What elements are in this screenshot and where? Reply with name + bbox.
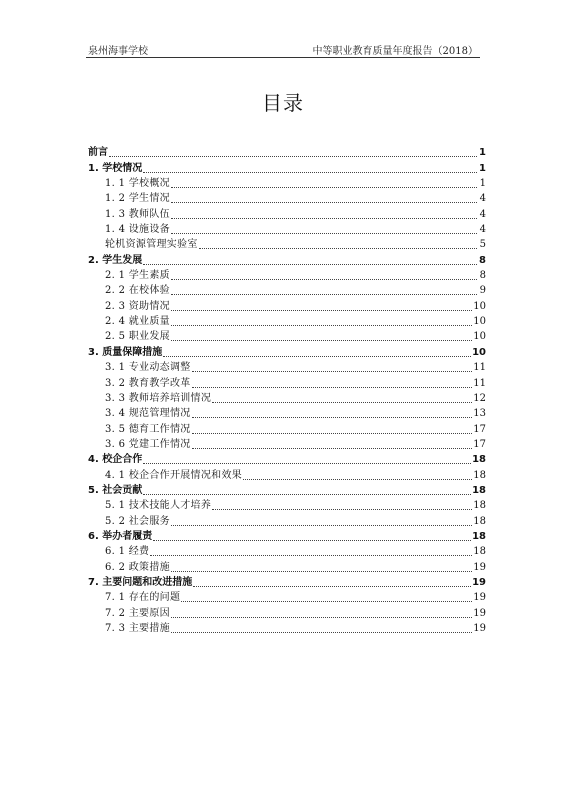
toc-entry-title: 2. 3 资助情况 — [105, 300, 170, 312]
toc-page-number: 12 — [473, 392, 486, 404]
toc-page-number: 1 — [479, 162, 486, 174]
toc-page-number: 18 — [473, 515, 486, 527]
toc-page-number: 10 — [473, 300, 486, 312]
toc-page-number: 1 — [479, 147, 486, 159]
toc-dot-leader — [163, 356, 471, 357]
toc-page-number: 18 — [473, 500, 486, 512]
toc-page-number: 8 — [479, 270, 486, 282]
toc-entry-title: 3. 3 教师培养培训情况 — [105, 392, 212, 404]
toc-chapter-entry[interactable] — [88, 251, 486, 266]
toc-section-entry[interactable] — [88, 466, 486, 481]
toc-entry-title: 2. 1 学生素质 — [105, 270, 170, 282]
toc-entry-title: 1. 1 学校概况 — [105, 178, 170, 190]
header-report-title: 中等职业教育质量年度报告（2018） — [312, 46, 478, 57]
toc-page-number: 5 — [479, 239, 486, 251]
toc-section-entry[interactable] — [88, 205, 486, 220]
toc-dot-leader — [143, 494, 471, 495]
toc-dot-leader — [171, 310, 472, 311]
toc-entry-title: 1. 2 学生情况 — [105, 193, 170, 205]
toc-entry-title: 7. 1 存在的问题 — [105, 592, 181, 604]
toc-dot-leader — [143, 264, 477, 265]
toc-page-number: 11 — [473, 377, 486, 389]
toc-entry-title: 7. 主要问题和改进措施 — [88, 576, 193, 588]
toc-dot-leader — [192, 387, 473, 388]
toc-entry-title: 1. 4 设施设备 — [105, 224, 170, 236]
toc-page-number: 17 — [473, 423, 486, 435]
toc-section-entry[interactable] — [88, 359, 486, 374]
toc-page-number: 10 — [473, 316, 486, 328]
toc-section-entry[interactable] — [88, 589, 486, 604]
toc-section-entry[interactable] — [88, 436, 486, 451]
toc-dot-leader — [243, 479, 472, 480]
toc-page-number: 11 — [473, 362, 486, 374]
toc-entry-title: 1. 学校情况 — [88, 162, 143, 174]
toc-page-number: 19 — [473, 623, 486, 634]
toc-page-number: 18 — [473, 469, 486, 481]
toc-dot-leader — [171, 202, 477, 203]
toc-section-entry[interactable] — [88, 558, 486, 573]
toc-entry-title: 5. 1 技术技能人才培养 — [105, 500, 212, 512]
toc-dot-leader — [153, 540, 471, 541]
toc-dot-leader — [171, 325, 472, 326]
toc-dot-leader — [143, 172, 477, 173]
toc-dot-leader — [212, 402, 472, 403]
toc-dot-leader — [109, 156, 477, 157]
toc-entry-title: 3. 1 专业动态调整 — [105, 362, 191, 374]
toc-dot-leader — [171, 340, 472, 341]
toc-section-entry[interactable] — [88, 543, 486, 558]
toc-dot-leader — [171, 218, 477, 219]
toc-entry-title: 7. 3 主要措施 — [105, 623, 170, 634]
toc-chapter-entry[interactable] — [88, 144, 486, 159]
toc-entry-title: 2. 5 职业发展 — [105, 331, 170, 343]
toc-dot-leader — [150, 555, 472, 556]
toc-entry-title: 3. 质量保障措施 — [88, 346, 163, 358]
toc-section-entry[interactable] — [88, 313, 486, 328]
toc-entry-title: 3. 5 德育工作情况 — [105, 423, 191, 435]
toc-section-entry[interactable] — [88, 190, 486, 205]
toc-dot-leader — [192, 371, 473, 372]
toc-entry-title: 2. 4 就业质量 — [105, 316, 170, 328]
toc-page-number: 19 — [473, 592, 486, 604]
toc-page-number: 13 — [473, 408, 486, 420]
toc-dot-leader — [143, 463, 471, 464]
toc-dot-leader — [193, 586, 471, 587]
toc-chapter-entry[interactable] — [88, 574, 486, 589]
toc-dot-leader — [171, 632, 472, 633]
toc-chapter-entry[interactable] — [88, 159, 486, 174]
toc-dot-leader — [171, 187, 477, 188]
toc-section-entry[interactable] — [88, 374, 486, 389]
toc-entry-title: 5. 2 社会服务 — [105, 515, 170, 527]
toc-page-number: 10 — [473, 331, 486, 343]
toc-section-entry[interactable] — [88, 420, 486, 435]
toc-entry-title: 6. 2 政策措施 — [105, 561, 170, 573]
toc-section-entry[interactable] — [88, 297, 486, 312]
toc-chapter-entry[interactable] — [88, 528, 486, 543]
toc-section-entry[interactable] — [88, 267, 486, 282]
toc-page-number: 1 — [479, 178, 486, 190]
toc-page-number: 17 — [473, 438, 486, 450]
toc-entry-title: 前言 — [88, 147, 108, 159]
toc-section-entry[interactable] — [88, 328, 486, 343]
toc-section-entry[interactable] — [88, 604, 486, 619]
toc-section-entry[interactable] — [88, 405, 486, 420]
toc-section-entry[interactable] — [88, 512, 486, 527]
page-title: 目录 — [262, 91, 304, 115]
toc-entry-title: 6. 举办者履责 — [88, 530, 153, 542]
toc-page-number: 18 — [472, 530, 486, 542]
toc-dot-leader — [192, 433, 473, 434]
header-school-name: 泉州海事学校 — [88, 46, 148, 57]
toc-page-number: 19 — [473, 607, 486, 619]
toc-entry-title: 轮机资源管理实验室 — [105, 239, 198, 251]
toc-page-number: 10 — [472, 346, 486, 358]
toc-section-entry[interactable] — [88, 236, 486, 251]
table-of-contents — [88, 144, 486, 635]
toc-page-number: 4 — [479, 208, 486, 220]
toc-page-number: 8 — [479, 254, 486, 266]
toc-dot-leader — [192, 417, 473, 418]
toc-dot-leader — [181, 601, 472, 602]
toc-page-number: 18 — [472, 454, 486, 466]
toc-entry-title: 5. 社会贡献 — [88, 484, 143, 496]
toc-page-number: 4 — [479, 224, 486, 236]
toc-entry-title: 1. 3 教师队伍 — [105, 208, 170, 220]
toc-entry-title: 2. 2 在校体验 — [105, 285, 170, 297]
toc-entry-title: 6. 1 经费 — [105, 546, 150, 558]
toc-dot-leader — [171, 294, 477, 295]
toc-entry-title: 7. 2 主要原因 — [105, 607, 170, 619]
toc-dot-leader — [212, 509, 472, 510]
toc-dot-leader — [171, 617, 472, 618]
toc-dot-leader — [171, 525, 472, 526]
toc-chapter-entry[interactable] — [88, 482, 486, 497]
toc-entry-title: 4. 1 校企合作开展情况和效果 — [105, 469, 243, 481]
toc-entry-title: 4. 校企合作 — [88, 454, 143, 466]
toc-section-entry[interactable] — [88, 497, 486, 512]
toc-section-entry[interactable] — [88, 282, 486, 297]
toc-dot-leader — [192, 448, 473, 449]
toc-entry-title: 3. 2 教育教学改革 — [105, 377, 191, 389]
toc-dot-leader — [199, 248, 477, 249]
toc-section-entry[interactable] — [88, 221, 486, 236]
toc-chapter-entry[interactable] — [88, 451, 486, 466]
toc-dot-leader — [171, 233, 477, 234]
toc-dot-leader — [171, 571, 472, 572]
toc-dot-leader — [171, 279, 477, 280]
toc-page-number: 19 — [473, 561, 486, 573]
toc-entry-title: 2. 学生发展 — [88, 254, 143, 266]
toc-page-number: 18 — [473, 546, 486, 558]
toc-page-number: 9 — [479, 285, 486, 297]
toc-entry-title: 3. 6 党建工作情况 — [105, 438, 191, 450]
toc-page-number: 4 — [479, 193, 486, 205]
toc-page-number: 18 — [472, 484, 486, 496]
toc-section-entry[interactable] — [88, 390, 486, 405]
toc-chapter-entry[interactable] — [88, 343, 486, 358]
toc-section-entry[interactable] — [88, 620, 486, 635]
toc-entry-title: 3. 4 规范管理情况 — [105, 408, 191, 420]
header-divider — [86, 57, 480, 58]
toc-page-number: 19 — [472, 576, 486, 588]
toc-section-entry[interactable] — [88, 175, 486, 190]
